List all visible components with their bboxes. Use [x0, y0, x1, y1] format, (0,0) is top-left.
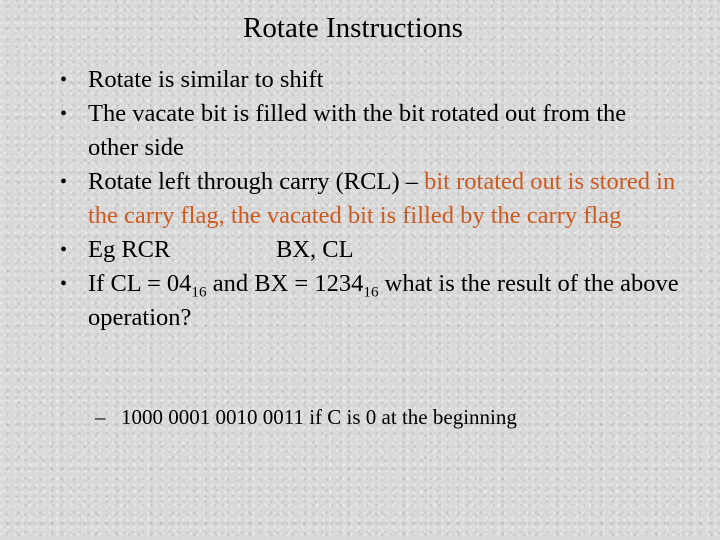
sub-bullet-text: 1000 0001 0010 0011 if C is 0 at the beginning	[121, 405, 517, 429]
question-part2: and BX = 1234	[206, 270, 364, 297]
subscript-base: 16	[363, 283, 379, 301]
dash-marker: –	[95, 405, 106, 429]
sub-bullet-answer	[95, 402, 695, 432]
sub-bullet-list	[95, 402, 695, 432]
subscript-base: 16	[191, 283, 207, 301]
bullet-text: Rotate is similar to shift	[88, 66, 324, 93]
question-part1: If CL = 04	[88, 270, 192, 297]
question-part3: what is the result of the above operation?	[88, 270, 679, 331]
bullet-example	[60, 233, 680, 267]
example-operands: BX, CL	[276, 236, 354, 263]
bullet-list	[60, 63, 680, 335]
bullet-rcl	[60, 165, 680, 233]
bullet-vacate-bit	[60, 97, 680, 165]
bullet-rotate-similar	[60, 63, 680, 97]
bullet-marker: •	[60, 171, 68, 193]
bullet-text: Rotate left through carry (RCL) –	[88, 168, 425, 195]
bullet-question	[60, 267, 680, 335]
example-instruction: Eg RCR	[88, 236, 171, 263]
bullet-marker: •	[60, 273, 68, 295]
slide-title: Rotate Instructions	[243, 12, 463, 44]
bullet-highlight-text: bit rotated out is stored in the carry flag, the vacated bit is filled by the carry flag	[88, 168, 676, 229]
bullet-marker: •	[60, 239, 68, 261]
bullet-marker: •	[60, 69, 68, 91]
bullet-text: The vacate bit is filled with the bit rotated out from the other side	[88, 100, 627, 161]
bullet-marker: •	[60, 103, 68, 125]
